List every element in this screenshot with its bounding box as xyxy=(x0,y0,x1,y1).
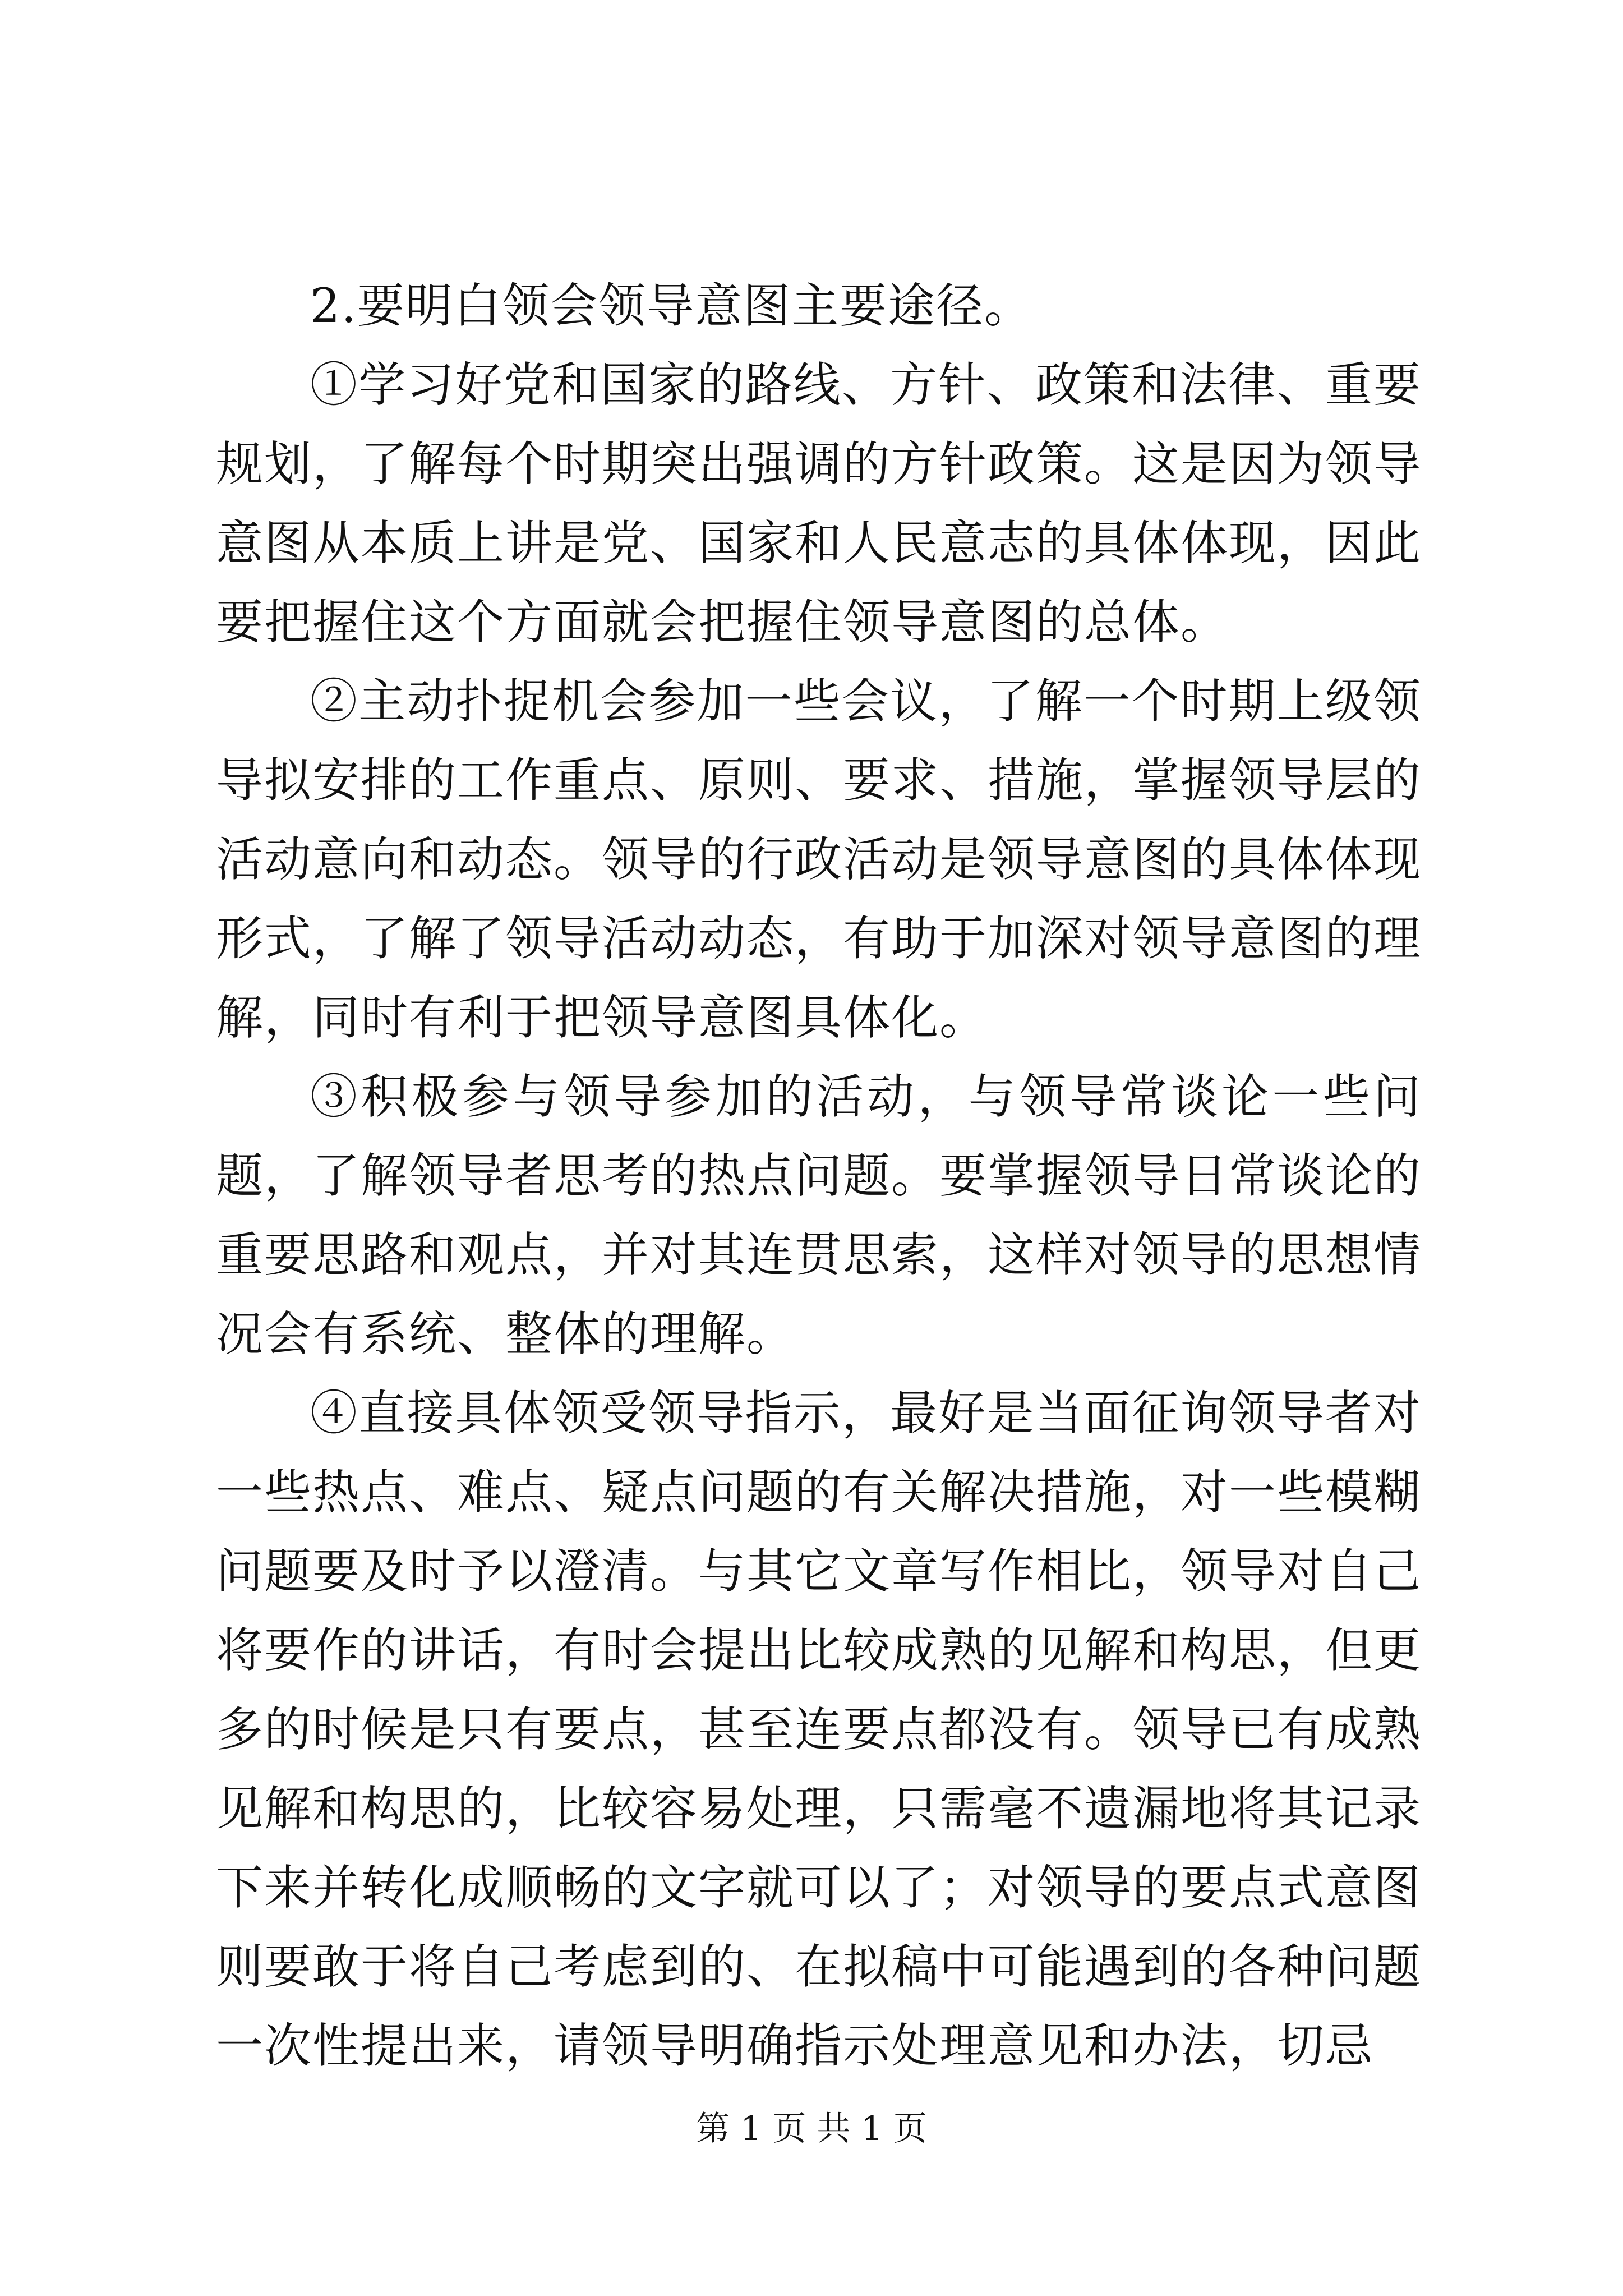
paragraph-item-3: ③积极参与领导参加的活动，与领导常谈论一些问题，了解领导者思考的热点问题。要掌握领导日常谈论的重要思路和观点，并对其连贯思索，这样对领导的思想情况会有系统、整体的理解。 xyxy=(216,1069,1422,1361)
paragraph-heading: 2.要明白领会领导意图主要途径。 xyxy=(310,278,1033,333)
paragraph-item-1: ①学习好党和国家的路线、方针、政策和法律、重要规划，了解每个时期突出强调的方针政策。这是因为领导意图从本质上讲是党、国家和人民意志的具体体现，因此要把握住这个方面就会把握住领导意图的总体。 xyxy=(216,357,1422,650)
document-body xyxy=(216,266,1422,2086)
paragraph-item-2: ②主动扑捉机会参加一些会议，了解一个时期上级领导拟安排的工作重点、原则、要求、措施，掌握领导层的活动意向和动态。领导的行政活动是领导意图的具体体现形式，了解了领导活动动态，有助于加深对领导意图的理解，同时有利于把领导意图具体化。 xyxy=(216,674,1422,1045)
paragraph-item-4: ④直接具体领受领导指示，最好是当面征询领导者对一些热点、难点、疑点问题的有关解决措施，对一些模糊问题要及时予以澄清。与其它文章写作相比，领导对自己将要作的讲话，有时会提出比较成熟的见解和构思，但更多的时候是只有要点，甚至连要点都没有。领导已有成熟见解和构思的，比较容易处理，只需毫不遗漏地将其记录下来并转化成顺畅的文字就可以了；对领导的要点式意图则要敢于将自己考虑到的、在拟稿中可能遇到的各种问题一次性提出来，请领导明确指示处理意见和办法，切忌 xyxy=(216,1386,1422,2073)
page-footer: 第 1 页 共 1 页 xyxy=(696,2109,927,2148)
